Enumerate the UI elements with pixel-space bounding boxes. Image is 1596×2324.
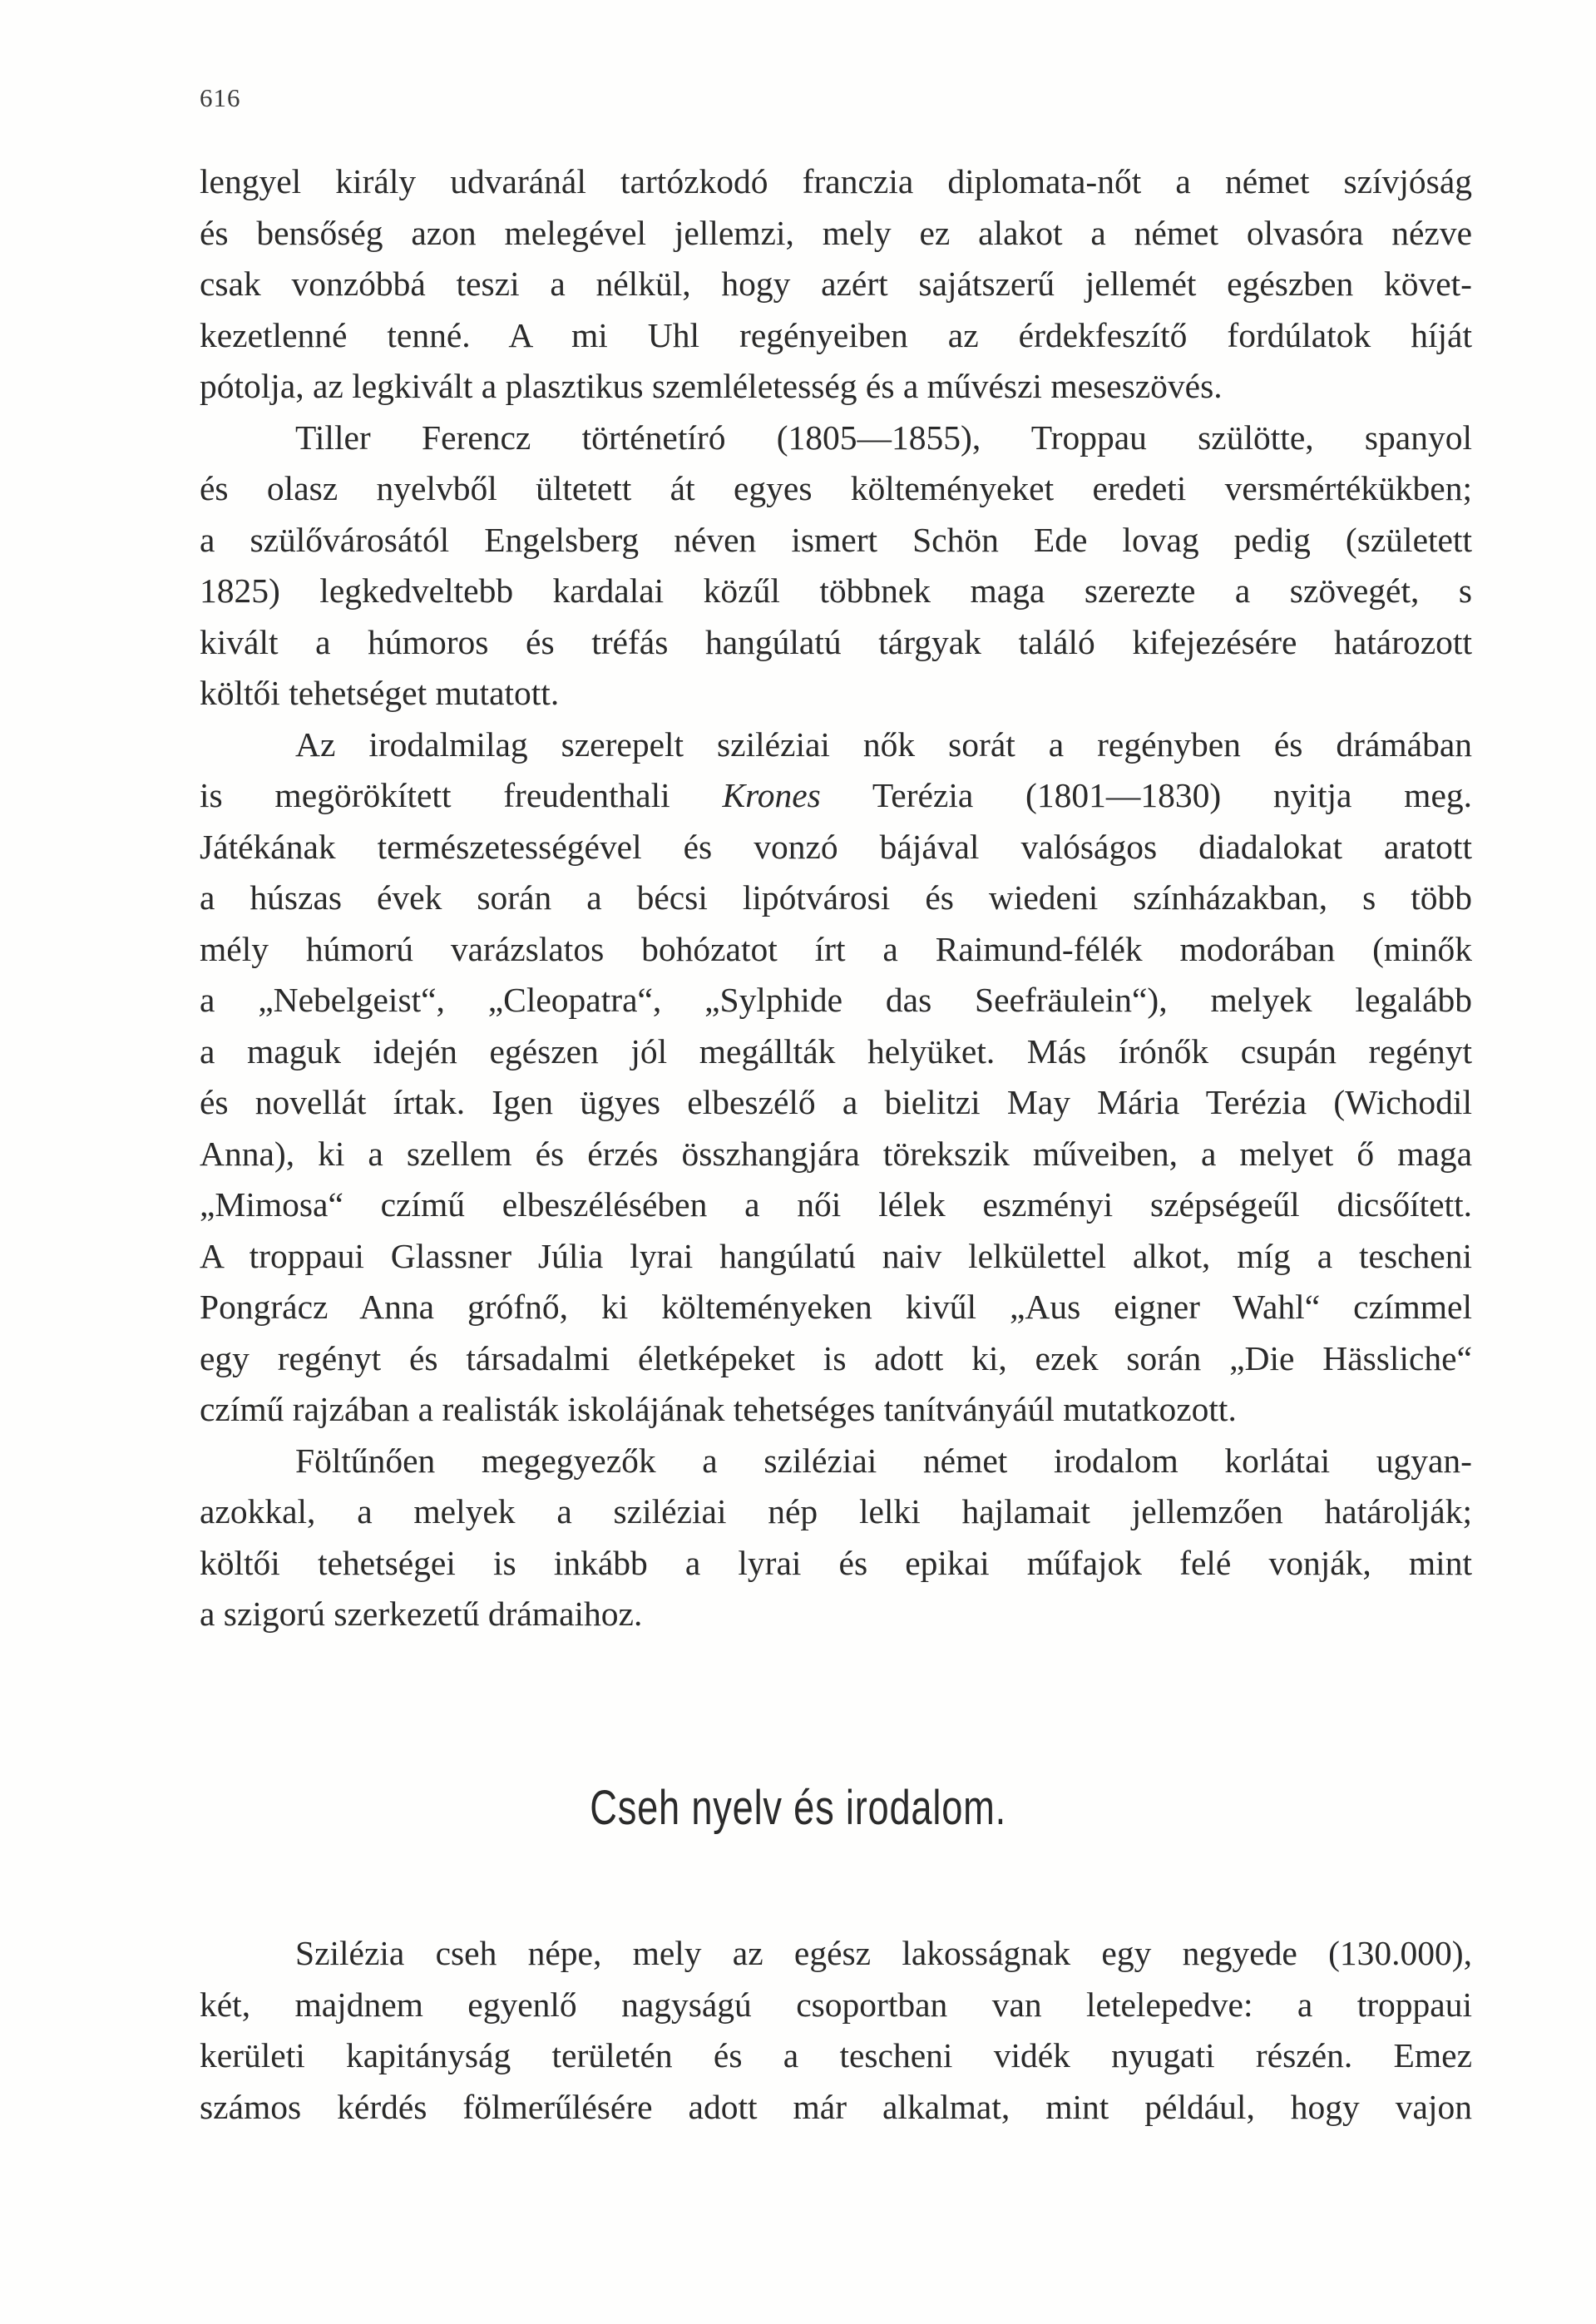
text-line: lengyel király udvaránál tartózkodó franczia diplomata-nőt a német szívjóság bbox=[200, 162, 1472, 200]
text-line: kerületi kapitányság területén és a tescheni vidék nyugati részén. Emez bbox=[200, 2036, 1472, 2074]
text-line: a „Nebelgeist“, „Cleopatra“, „Sylphide das Seefräulein“), melyek legalább bbox=[200, 981, 1472, 1019]
text-line: Pongrácz Anna grófnő, ki költeményeken kivűl „Aus eigner Wahl“ czímmel bbox=[200, 1288, 1472, 1326]
text-line: egy regényt és társadalmi életképeket is adott ki, ezek során „Die Hässliche“ bbox=[200, 1338, 1472, 1377]
section-heading: Cseh nyelv és irodalom. bbox=[590, 1781, 1006, 1835]
body-text-block-2 bbox=[200, 1928, 1472, 2133]
text-line: és bensőség azon melegével jellemzi, mely ez alakot a német olvasóra nézve bbox=[200, 213, 1472, 252]
text-line: számos kérdés fölmerűlésére adott már alkalmat, mint például, hogy vajon bbox=[200, 2087, 1472, 2126]
text-line: 1825) legkedveltebb kardalai közűl többnek maga szerezte a szövegét, s bbox=[200, 571, 1472, 610]
text-line: A troppaui Glassner Júlia lyrai hangúlatú naiv lelkülettel alkot, míg a tescheni bbox=[200, 1236, 1472, 1275]
text-line: csak vonzóbbá teszi a nélkül, hogy azért sajátszerű jellemét egészben követ- bbox=[200, 265, 1472, 303]
body-text-block-1 bbox=[200, 156, 1472, 1640]
text-line: Játékának természetességével és vonzó bájával valóságos diadalokat aratott bbox=[200, 827, 1472, 866]
text-line: kezetlenné tenné. A mi Uhl regényeiben az érdekfeszítő fordúlatok híját bbox=[200, 315, 1472, 354]
text-line: Szilézia cseh népe, mely az egész lakosságnak egy negyede (130.000), bbox=[295, 1934, 1472, 1972]
text-line: Anna), ki a szellem és érzés összhangjára törekszik műveiben, a melyet ő maga bbox=[200, 1134, 1472, 1173]
text-line: költői tehetségei is inkább a lyrai és epikai műfajok felé vonják, mint bbox=[200, 1543, 1472, 1582]
text-line: két, majdnem egyenlő nagyságú csoportban van letelepedve: a troppaui bbox=[200, 1985, 1472, 2024]
text-line: költői tehetséget mutatott. bbox=[200, 674, 560, 712]
text-line: pótolja, az legkivált a plasztikus szemléletesség és a művészi meseszövés. bbox=[200, 367, 1223, 405]
text-line: kivált a húmoros és tréfás hangúlatú tárgyak találó kifejezésére határozott bbox=[200, 622, 1472, 661]
text-line: és novellát írtak. Igen ügyes elbeszélő a bielitzi May Mária Terézia (Wichodil bbox=[200, 1083, 1472, 1121]
text-line: „Mimosa“ czímű elbeszélésében a női lélek eszményi szépségeűl dicsőített. bbox=[200, 1185, 1472, 1224]
italic-name: Krones bbox=[722, 776, 821, 814]
text-line: Az irodalmilag szerepelt sziléziai nők sorát a regényben és drámában bbox=[295, 724, 1472, 764]
text-line: czímű rajzában a realisták iskolájának tehetséges tanítványáúl mutatkozott. bbox=[200, 1390, 1237, 1428]
page-number: 616 bbox=[200, 83, 241, 112]
text-line: azokkal, a melyek a sziléziai nép lelki hajlamait jellemzően határolják; bbox=[200, 1492, 1472, 1530]
text-line: Föltűnően megegyezők a sziléziai német irodalom korlátai ugyan- bbox=[295, 1441, 1472, 1480]
text-line: és olasz nyelvből ültetett át egyes költeményeket eredeti versmértékükben; bbox=[200, 469, 1472, 507]
text-line: mély húmorú varázslatos bohózatot írt a Raimund-félék modorában (minők bbox=[200, 929, 1472, 968]
text-line: a maguk idején egészen jól megállták helyüket. Más írónők csupán regényt bbox=[200, 1031, 1472, 1071]
text-line: a húszas évek során a bécsi lipótvárosi és wiedeni színházakban, s több bbox=[200, 878, 1472, 917]
text-line: a szülővárosától Engelsberg néven ismert Schön Ede lovag pedig (született bbox=[200, 520, 1472, 559]
text-line: a szigorú szerkezetű drámaihoz. bbox=[200, 1595, 643, 1633]
text-line: Tiller Ferencz történetíró (1805—1855), Troppau szülötte, spanyol bbox=[295, 418, 1472, 457]
text-line: is megörökített freudenthali Krones Terézia (1801—1830) nyitja meg. bbox=[200, 776, 1472, 814]
